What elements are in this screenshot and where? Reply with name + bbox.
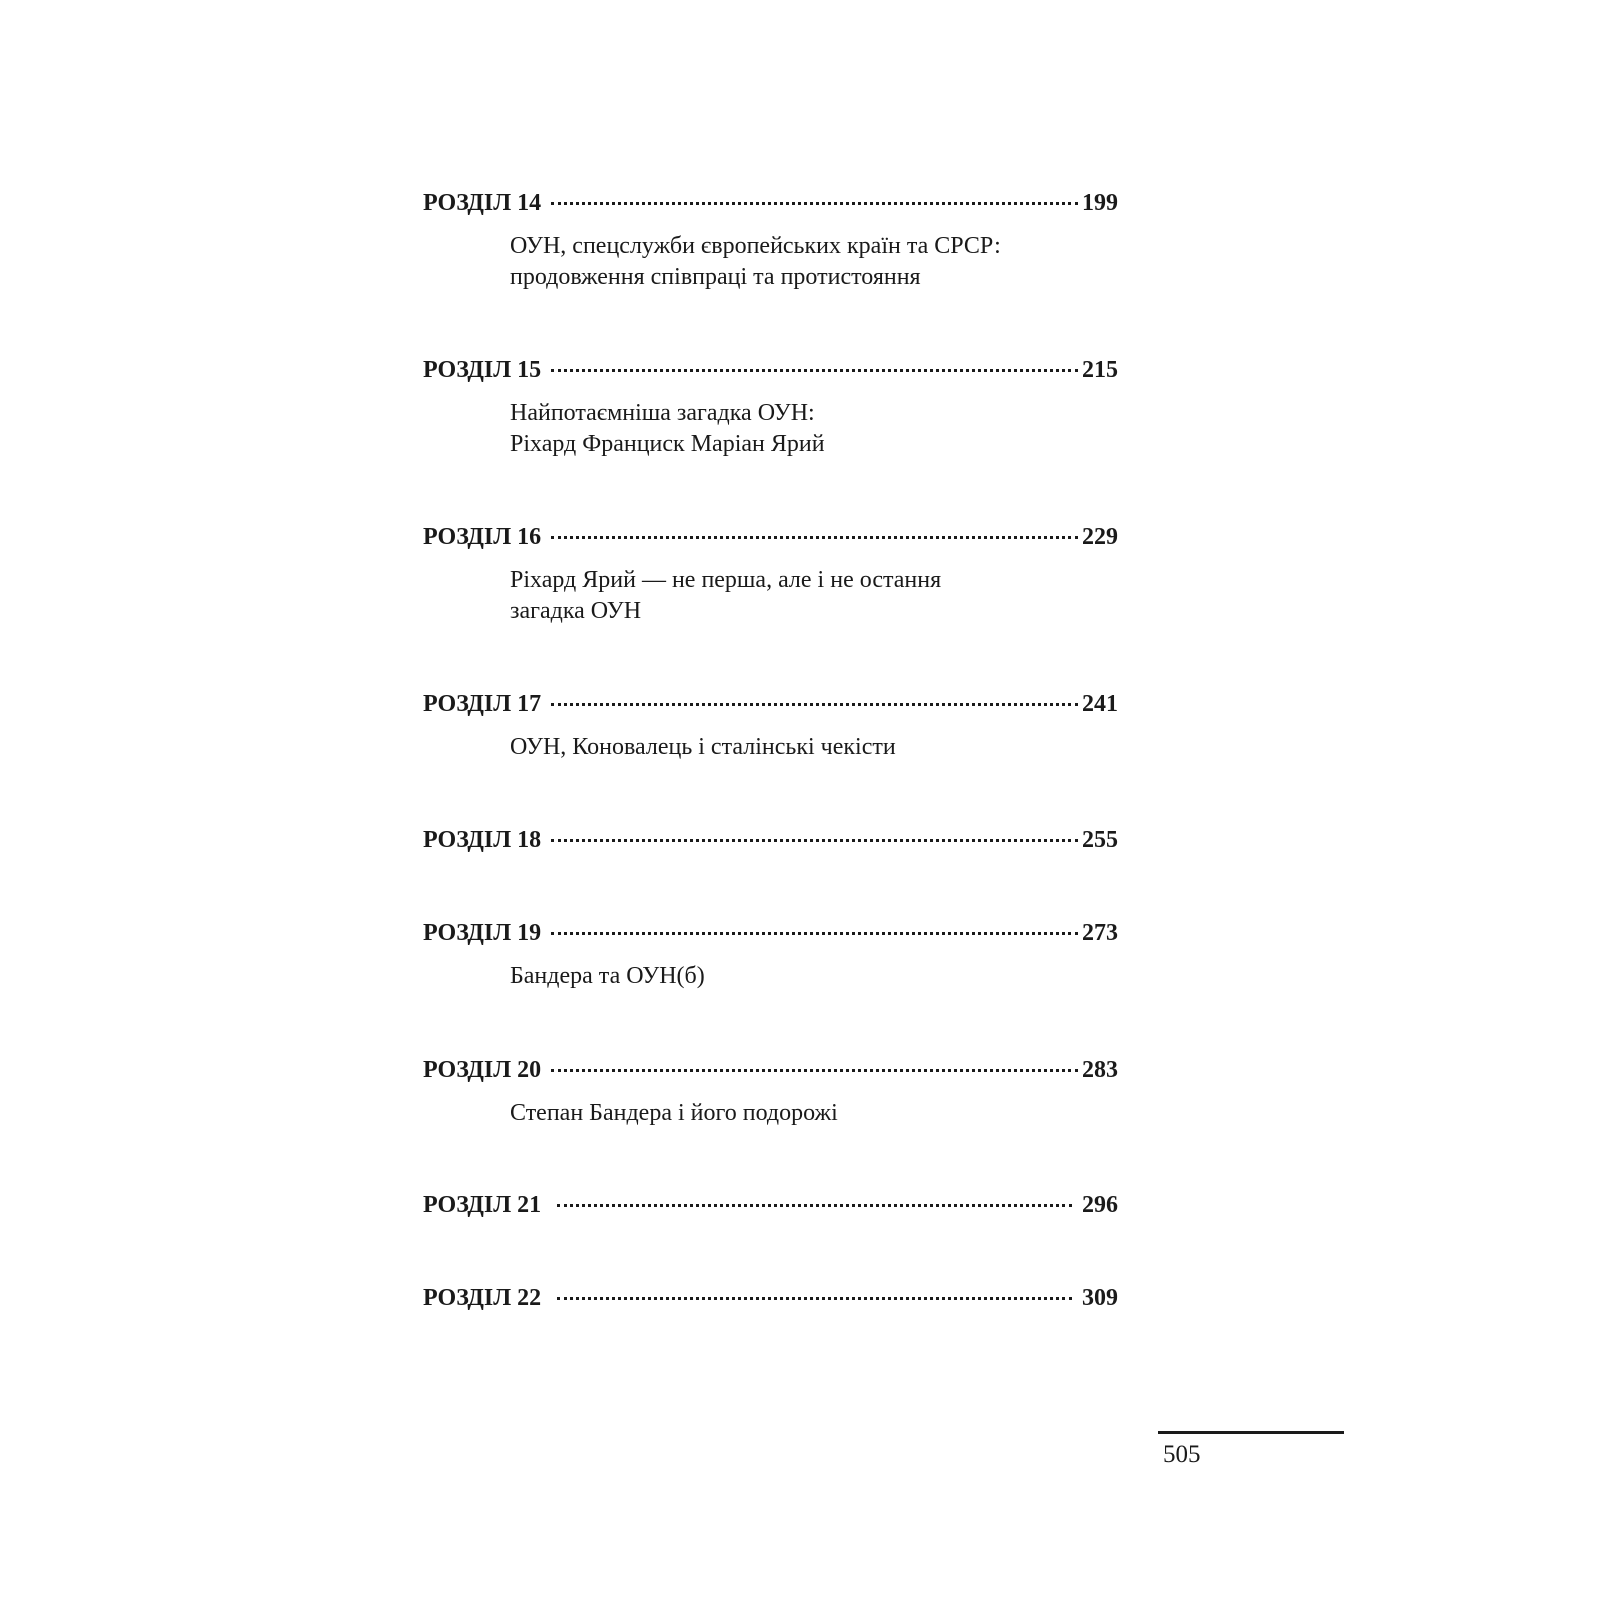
toc-entry-20	[423, 1055, 1118, 1129]
page-number: 199	[1082, 190, 1118, 216]
toc-entry-18	[423, 825, 1118, 855]
page-number: 296	[1082, 1192, 1118, 1218]
chapter-subtitle	[510, 565, 1118, 627]
dot-leader	[551, 703, 1078, 706]
dot-leader	[557, 1204, 1072, 1207]
dot-leader	[551, 932, 1078, 935]
page-number: 309	[1082, 1285, 1118, 1311]
dot-leader	[551, 202, 1078, 205]
chapter-label: РОЗДІЛ 15	[423, 357, 542, 383]
page-number: 215	[1082, 357, 1118, 383]
toc-entry-heading	[423, 825, 1118, 855]
page-number: 241	[1082, 691, 1118, 717]
chapter-label: РОЗДІЛ 17	[423, 691, 542, 717]
toc-entry-heading	[423, 355, 1118, 385]
subtitle-line: Ріхард Франциск Маріан Ярий	[510, 431, 825, 457]
toc-entry-heading	[423, 1283, 1118, 1313]
toc-entry-heading	[423, 522, 1118, 552]
dot-leader	[551, 369, 1078, 372]
subtitle-line: ОУН, Коновалець і сталінські чекісти	[510, 734, 896, 760]
chapter-label: РОЗДІЛ 14	[423, 190, 542, 216]
subtitle-line: ОУН, спецслужби європейських країн та СРСР:	[510, 233, 1001, 259]
toc-entry-22	[423, 1283, 1118, 1313]
chapter-label: РОЗДІЛ 20	[423, 1057, 542, 1083]
subtitle-line: Бандера та ОУН(б)	[510, 963, 705, 989]
subtitle-line: загадка ОУН	[510, 598, 642, 624]
toc-entry-heading	[423, 918, 1118, 948]
toc-entry-15	[423, 355, 1118, 460]
dot-leader	[551, 536, 1078, 539]
chapter-label: РОЗДІЛ 18	[423, 827, 542, 853]
subtitle-line: Ріхард Ярий — не перша, але і не остання	[510, 567, 942, 593]
toc-entry-heading	[423, 1190, 1118, 1220]
toc-entry-19	[423, 918, 1118, 992]
page-number: 229	[1082, 524, 1118, 550]
folio-page-number: 505	[1163, 1441, 1201, 1468]
chapter-subtitle	[510, 732, 1118, 763]
chapter-label: РОЗДІЛ 22	[423, 1285, 542, 1311]
dot-leader	[557, 1297, 1072, 1300]
chapter-subtitle	[510, 231, 1118, 293]
folio-rule	[1158, 1431, 1344, 1434]
toc-entry-heading	[423, 1055, 1118, 1085]
subtitle-line: продовження співпраці та протистояння	[510, 264, 921, 290]
subtitle-line: Степан Бандера і його подорожі	[510, 1100, 838, 1126]
chapter-subtitle	[510, 961, 1118, 992]
dot-leader	[551, 839, 1078, 842]
page-number: 283	[1082, 1057, 1118, 1083]
chapter-label: РОЗДІЛ 21	[423, 1192, 542, 1218]
chapter-subtitle	[510, 1098, 1118, 1129]
toc-entry-heading	[423, 188, 1118, 218]
chapter-label: РОЗДІЛ 16	[423, 524, 542, 550]
chapter-label: РОЗДІЛ 19	[423, 920, 542, 946]
toc-entry-21	[423, 1190, 1118, 1220]
page-number: 255	[1082, 827, 1118, 853]
toc-entry-16	[423, 522, 1118, 627]
toc-entry-14	[423, 188, 1118, 293]
chapter-subtitle	[510, 398, 1118, 460]
toc-entry-17	[423, 689, 1118, 763]
page-number: 273	[1082, 920, 1118, 946]
dot-leader	[551, 1069, 1078, 1072]
subtitle-line: Найпотаємніша загадка ОУН:	[510, 400, 815, 426]
toc-entry-heading	[423, 689, 1118, 719]
